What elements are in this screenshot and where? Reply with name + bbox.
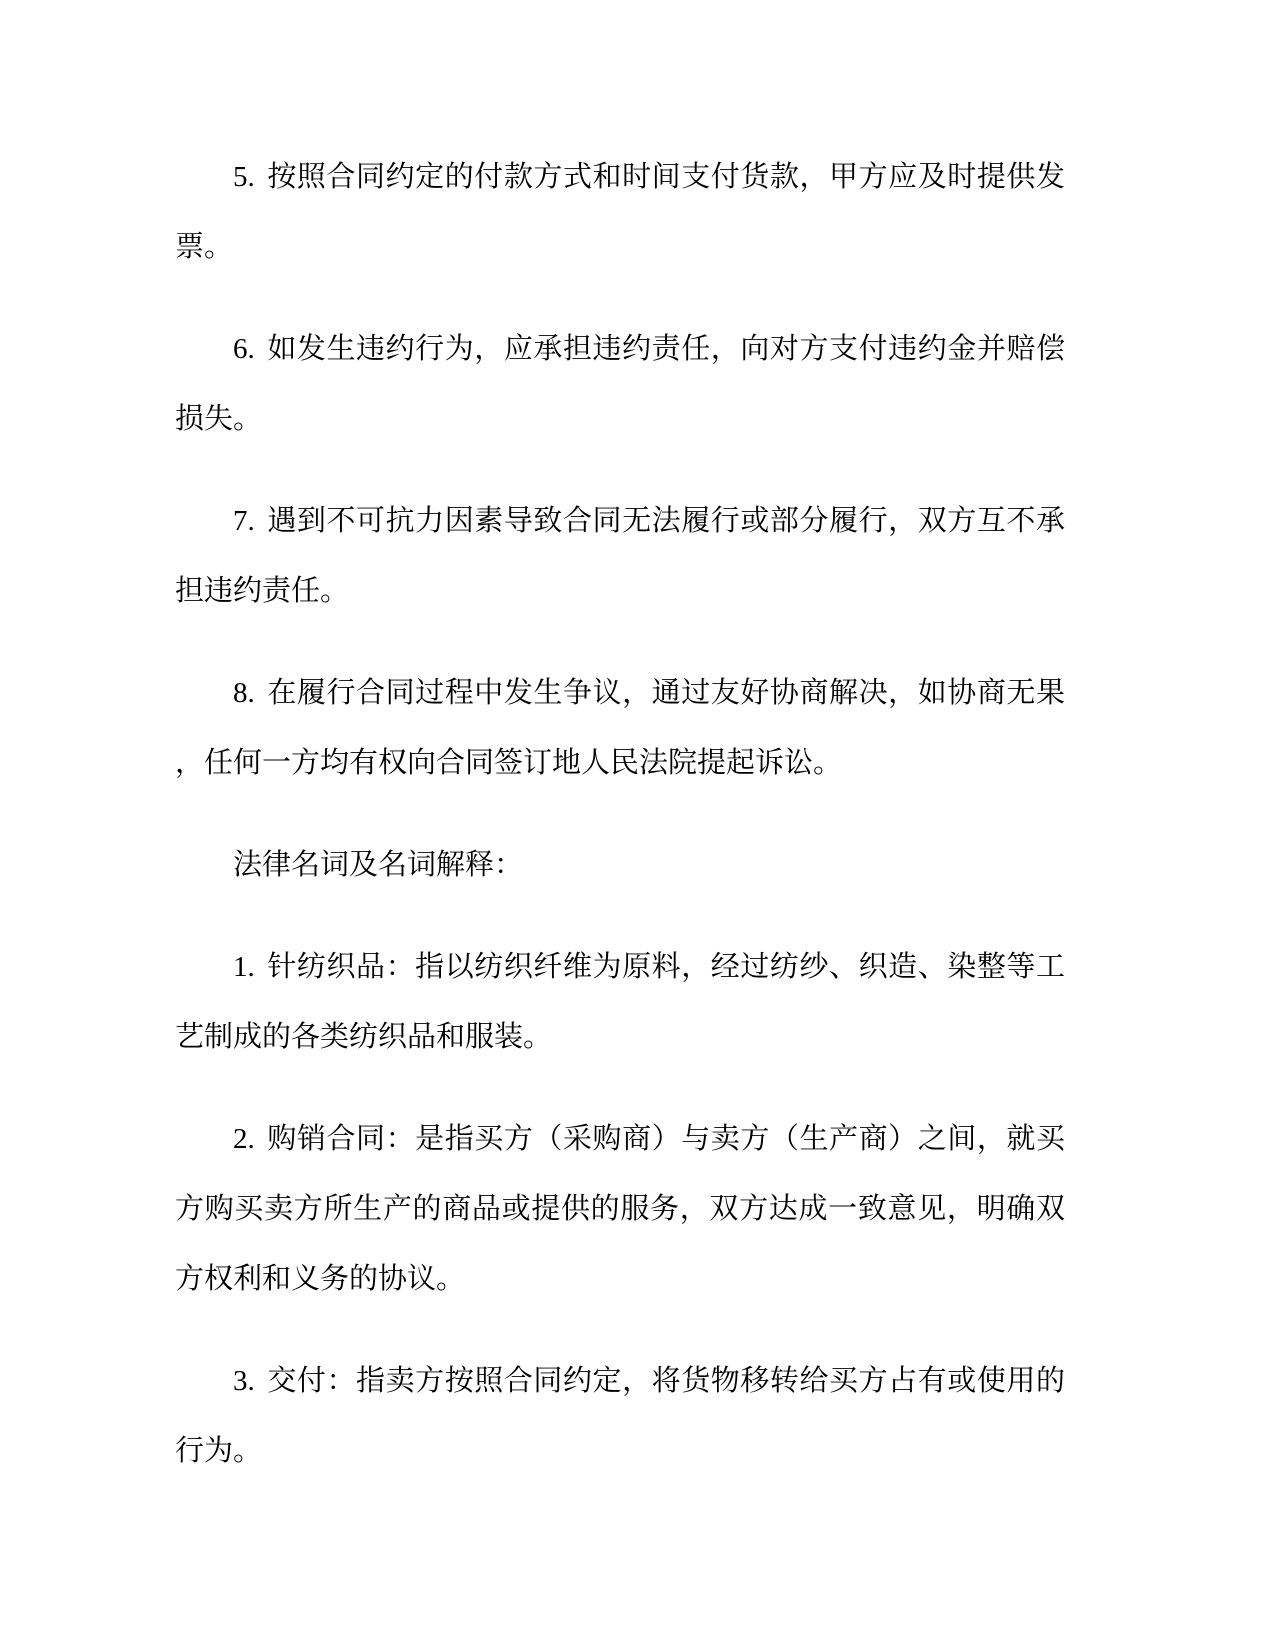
definition-text: 交付：指卖方按照合同约定，将货物移转给买方占有或使用的行为。 — [175, 1365, 1065, 1467]
definition-text: 针纺织品：指以纺织纤维为原料，经过纺纱、织造、染整等工艺制成的各类纺织品和服装。 — [175, 951, 1065, 1053]
definition-paragraph-2 — [175, 1104, 1065, 1314]
clause-text: 遇到不可抗力因素导致合同无法履行或部分履行，双方互不承担违约责任。 — [175, 505, 1065, 607]
clause-text: 如发生违约行为，应承担违约责任，向对方支付违约金并赔偿损失。 — [175, 333, 1065, 435]
clause-number: 6. — [233, 333, 255, 365]
clause-paragraph-8 — [175, 658, 1065, 798]
definition-number: 1. — [233, 951, 255, 983]
definition-number: 2. — [233, 1123, 255, 1155]
definition-number: 3. — [233, 1365, 255, 1397]
definition-paragraph-1 — [175, 932, 1065, 1072]
clause-paragraph-5 — [175, 142, 1065, 282]
clause-number: 7. — [233, 505, 255, 537]
clause-number: 5. — [233, 161, 255, 193]
section-heading-text: 法律名词及名词解释： — [233, 849, 524, 881]
clause-paragraph-7 — [175, 486, 1065, 626]
clause-paragraph-6 — [175, 314, 1065, 454]
clause-text: 按照合同约定的付款方式和时间支付货款，甲方应及时提供发票。 — [175, 161, 1065, 263]
clause-text: 在履行合同过程中发生争议，通过友好协商解决，如协商无果，任何一方均有权向合同签订地人民法院提起诉讼。 — [175, 677, 1065, 779]
definition-paragraph-3 — [175, 1346, 1065, 1486]
definition-text: 购销合同：是指买方（采购商）与卖方（生产商）之间，就买方购买卖方所生产的商品或提供的服务，双方达成一致意见，明确双方权利和义务的协议。 — [175, 1123, 1065, 1295]
section-heading-legal-terms — [175, 830, 1065, 900]
document-body — [175, 142, 1065, 1486]
clause-number: 8. — [233, 677, 255, 709]
